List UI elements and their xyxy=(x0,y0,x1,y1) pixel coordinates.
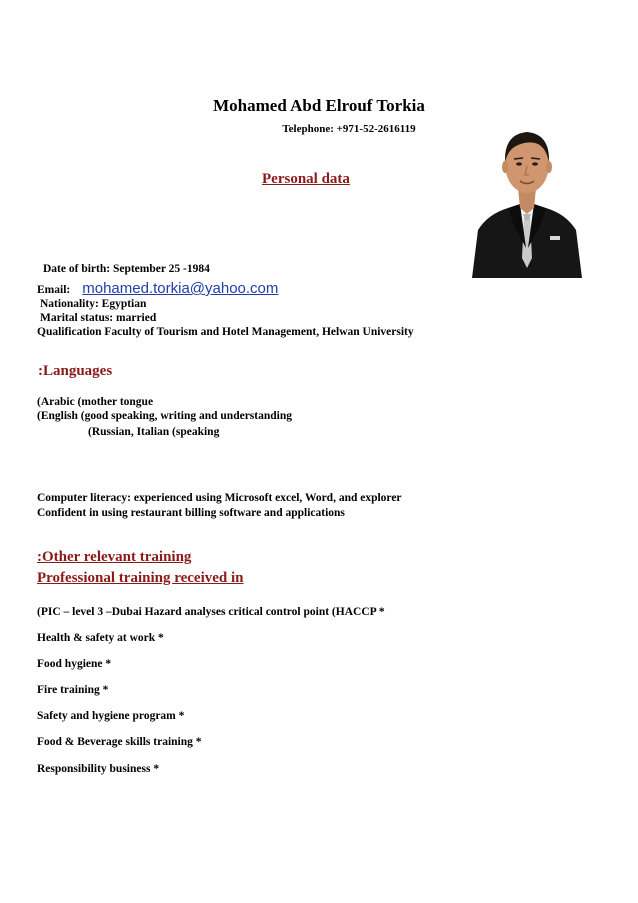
personal-data-heading: Personal data xyxy=(262,171,350,187)
qualification: Qualification Faculty of Tourism and Hotel Management, Helwan University xyxy=(37,326,414,338)
language-item: (Arabic (mother tongue xyxy=(37,396,154,408)
billing-software: Confident in using restaurant billing software and applications xyxy=(37,507,345,519)
training-item: Health & safety at work * xyxy=(37,632,164,644)
training-item: Food & Beverage skills training * xyxy=(37,736,202,748)
training-item: Safety and hygiene program * xyxy=(37,710,185,722)
marital-status: Marital status: married xyxy=(40,312,157,324)
training-item: Fire training * xyxy=(37,684,109,696)
candidate-name: Mohamed Abd Elrouf Torkia xyxy=(213,96,425,115)
training-item: Responsibility business * xyxy=(37,763,160,775)
email-link[interactable]: mohamed.torkia@yahoo.com xyxy=(82,280,279,297)
language-item: (Russian, Italian (speaking xyxy=(88,426,220,438)
language-item: (English (good speaking, writing and understanding xyxy=(37,410,292,422)
nationality: Nationality: Egyptian xyxy=(40,298,147,310)
computer-literacy: Computer literacy: experienced using Microsoft excel, Word, and explorer xyxy=(37,492,402,504)
languages-heading: :Languages xyxy=(38,363,113,379)
professional-training-heading: Professional training received in xyxy=(37,570,244,586)
other-training-heading: :Other relevant training xyxy=(37,549,192,565)
person-portrait-icon xyxy=(468,118,586,278)
training-item: Food hygiene * xyxy=(37,658,112,670)
training-item: (PIC – level 3 –Dubai Hazard analyses critical control point (HACCP * xyxy=(37,606,385,618)
telephone: Telephone: +971-52-2616119 xyxy=(282,123,416,135)
email-label: Email: xyxy=(37,284,71,296)
profile-photo xyxy=(468,118,586,278)
date-of-birth: Date of birth: September 25 -1984 xyxy=(43,263,210,275)
email-row xyxy=(37,280,278,298)
